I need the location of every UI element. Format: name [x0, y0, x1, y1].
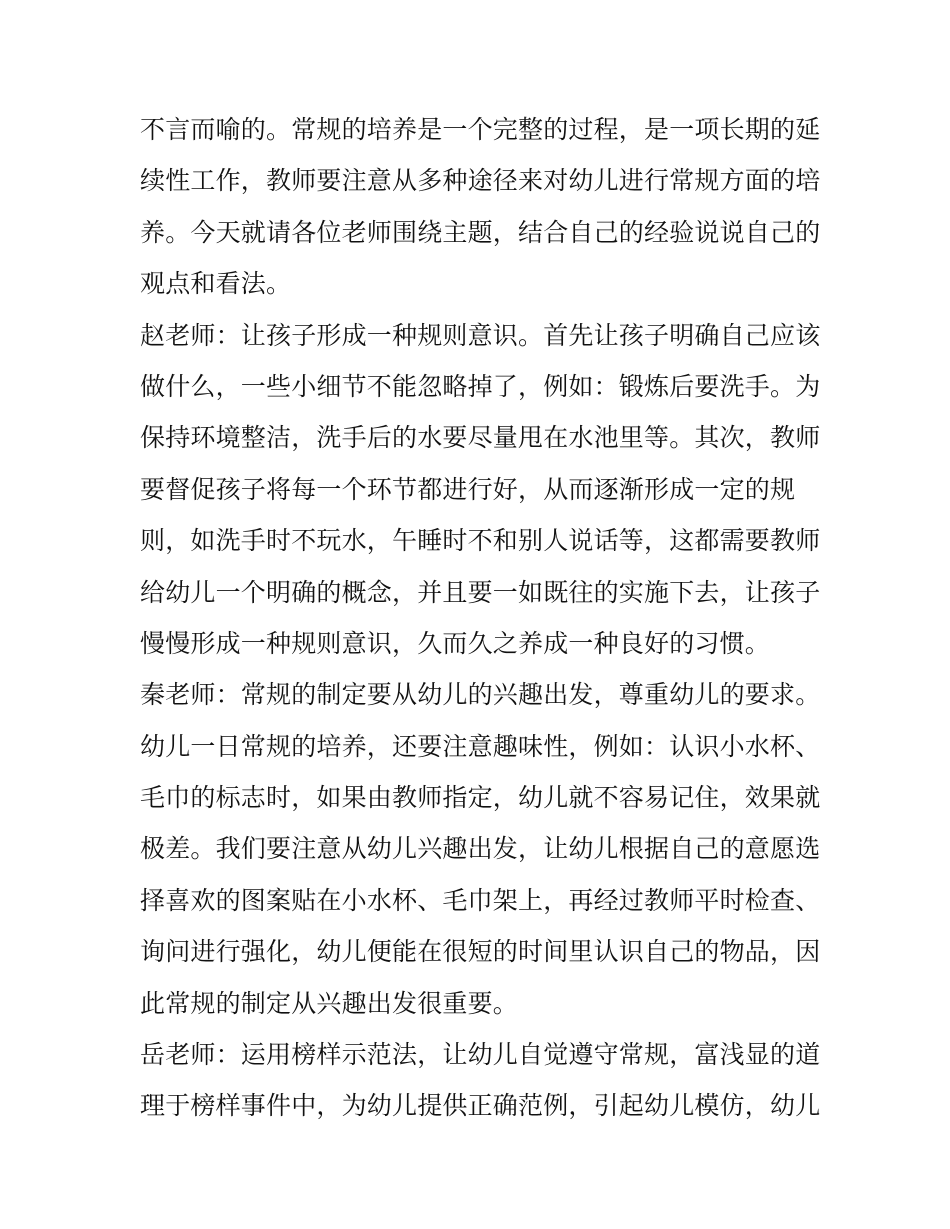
text-line: 询问进行强化，幼儿便能在很短的时间里认识自己的物品，因 — [140, 937, 821, 967]
text-line: 养。今天就请各位老师围绕主题，结合自己的经验说说自己的 — [140, 217, 821, 247]
text-line: 观点和看法。 — [140, 269, 292, 299]
text-line: 给幼儿一个明确的概念，并且要一如既往的实施下去，让孩子 — [140, 577, 821, 607]
text-line: 毛巾的标志时，如果由教师指定，幼儿就不容易记住，效果就 — [140, 783, 821, 813]
text-line: 幼儿一日常规的培养，还要注意趣味性，例如：认识小水杯、 — [140, 731, 821, 761]
text-line: 续性工作，教师要注意从多种途径来对幼儿进行常规方面的培 — [140, 166, 821, 196]
text-line: 赵老师：让孩子形成一种规则意识。首先让孩子明确自己应该 — [140, 320, 821, 350]
document-body — [140, 104, 821, 1132]
text-line: 择喜欢的图案贴在小水杯、毛巾架上，再经过教师平时检查、 — [140, 885, 821, 915]
text-line: 要督促孩子将每一个环节都进行好，从而逐渐形成一定的规 — [140, 474, 796, 504]
text-line: 此常规的制定从兴趣出发很重要。 — [140, 988, 519, 1018]
text-line: 极差。我们要注意从幼儿兴趣出发，让幼儿根据自己的意愿选 — [140, 834, 821, 864]
text-line: 做什么，一些小细节不能忽略掉了，例如：锻炼后要洗手。为 — [140, 371, 821, 401]
text-line: 则，如洗手时不玩水，午睡时不和别人说话等，这都需要教师 — [140, 526, 821, 556]
text-line: 不言而喻的。常规的培养是一个完整的过程，是一项长期的延 — [140, 115, 821, 144]
text-line: 岳老师：运用榜样示范法，让幼儿自觉遵守常规，富浅显的道 — [140, 1040, 821, 1070]
text-line: 秦老师：常规的制定要从幼儿的兴趣出发，尊重幼儿的要求。 — [140, 680, 821, 710]
text-line: 慢慢形成一种规则意识，久而久之养成一种良好的习惯。 — [140, 628, 771, 658]
text-line: 保持环境整洁，洗手后的水要尽量甩在水池里等。其次，教师 — [140, 423, 821, 453]
text-line: 理于榜样事件中，为幼儿提供正确范例，引起幼儿模仿，幼儿 — [140, 1091, 821, 1121]
